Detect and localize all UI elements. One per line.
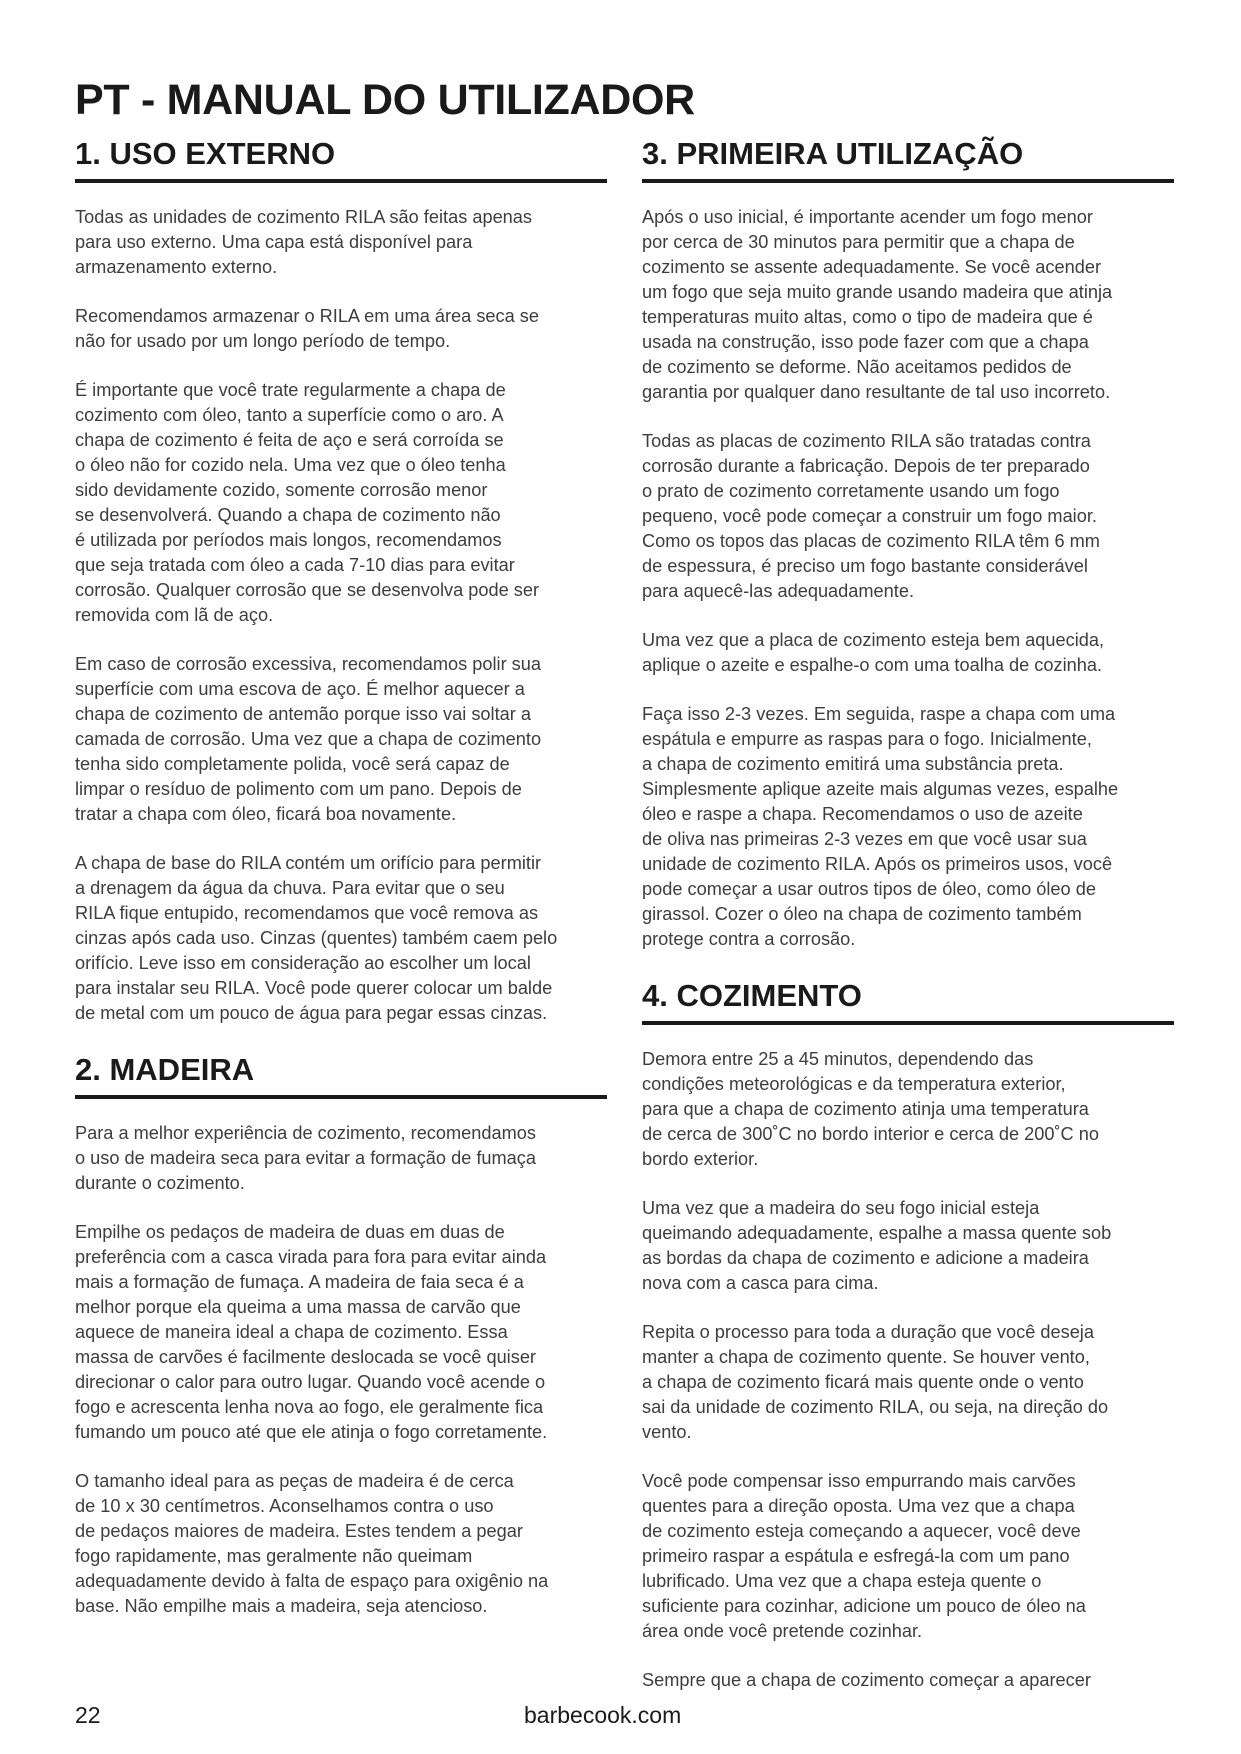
paragraph: Faça isso 2-3 vezes. Em seguida, raspe a chapa com uma espátula e empurre as raspas para o fogo. Inicialmente, a chapa de cozimento emitirá uma substância preta. Simplesmente aplique azeite mais algumas vezes, espalhe óleo e raspe a chapa. Recomendamos o uso de azeite de oliva nas primeiras 2-3 vezes em que você usar sua unidade de cozimento RILA. Após os primeiros usos, você pode começar a usar outros tipos de óleo, como óleo de girassol. Cozer o óleo na chapa de cozimento também protege contra a corrosão. xyxy=(642,704,1119,949)
paragraph: Demora entre 25 a 45 minutos, dependendo das condições meteorológicas e da temperatura exterior, para que a chapa de cozimento atinja uma temperatura de cerca de 300˚C no bordo interior e cerca de 200˚C no bordo exterior. xyxy=(642,1049,1099,1169)
paragraph: A chapa de base do RILA contém um orifício para permitir a drenagem da água da chuva. Para evitar que o seu RILA fique entupido, recomendamos que você remova as cinzas após cada uso. Cinzas (quentes) também caem pelo orifício. Leve isso em consideração ao escolher um local para instalar seu RILA. Você pode querer colocar um balde de metal com um pouco de água para pegar essas cinzas. xyxy=(75,853,558,1023)
paragraph: Empilhe os pedaços de madeira de duas em duas de preferência com a casca virada para fora para evitar ainda mais a formação de fumaça. A madeira de faia seca é a melhor porque ela queima a uma massa de carvão que aquece de maneira ideal a chapa de cozimento. Essa massa de carvões é facilmente deslocada se você quiser direcionar o calor para outro lugar. Quando você acende o fogo e acrescenta lenha nova ao fogo, ele geralmente fica fumando um pouco até que ele atinja o fogo corretamente. xyxy=(75,1222,548,1442)
section-heading-primeira-utilizacao: 3. PRIMEIRA UTILIZAÇÃO xyxy=(642,134,1174,183)
section-uso-externo xyxy=(75,134,607,1026)
section-primeira-utilizacao xyxy=(642,134,1174,952)
page-number: 22 xyxy=(75,1702,101,1728)
section-cozimento xyxy=(642,976,1174,1693)
page-title: PT - MANUAL DO UTILIZADOR xyxy=(75,76,695,124)
section-heading-cozimento: 4. COZIMENTO xyxy=(642,976,1174,1025)
paragraph: Recomendamos armazenar o RILA em uma área seca se não for usado por um longo período de tempo. xyxy=(75,306,540,351)
paragraph: Sempre que a chapa de cozimento começar a aparecer xyxy=(642,1670,1091,1690)
paragraph: O tamanho ideal para as peças de madeira é de cerca de 10 x 30 centímetros. Aconselhamos contra o uso de pedaços maiores de madeira. Estes tendem a pegar fogo rapidamente, mas geralmente não queimam adequadamente devido à falta de espaço para oxigênio na base. Não empilhe mais a madeira, seja atencioso. xyxy=(75,1471,549,1616)
paragraph: Você pode compensar isso empurrando mais carvões quentes para a direção oposta. Uma vez que a chapa de cozimento esteja começando a aquecer, você deve primeiro raspar a espátula e esfregá-la com um pano lubrificado. Uma vez que a chapa esteja quente o suficiente para cozinhar, adicione um pouco de óleo na área onde você pretende cozinhar. xyxy=(642,1471,1086,1641)
paragraph: Todas as placas de cozimento RILA são tratadas contra corrosão durante a fabricação. Depois de ter preparado o prato de cozimento corretamente usando um fogo pequeno, você pode começar a construir um fogo maior. Como os topos das placas de cozimento RILA têm 6 mm de espessura, é preciso um fogo bastante considerável para aquecê-las adequadamente. xyxy=(642,431,1100,601)
paragraph: É importante que você trate regularmente a chapa de cozimento com óleo, tanto a superfície como o aro. A chapa de cozimento é feita de aço e será corroída se o óleo não for cozido nela. Uma vez que o óleo tenha sido devidamente cozido, somente corrosão menor se desenvolverá. Quando a chapa de cozimento não é utilizada por períodos mais longos, recomendamos que seja tratada com óleo a cada 7-10 dias para evitar corrosão. Qualquer corrosão que se desenvolva pode ser removida com lã de aço. xyxy=(75,380,540,625)
left-column xyxy=(75,134,607,1643)
paragraph: Uma vez que a placa de cozimento esteja bem aquecida, aplique o azeite e espalhe-o com uma toalha de cozinha. xyxy=(642,630,1105,675)
right-column xyxy=(642,134,1174,1717)
website-link[interactable]: barbecook.com xyxy=(524,1702,682,1728)
paragraph: Para a melhor experiência de cozimento, recomendamos o uso de madeira seca para evitar a formação de fumaça durante o cozimento. xyxy=(75,1123,537,1193)
section-madeira xyxy=(75,1050,607,1619)
paragraph: Em caso de corrosão excessiva, recomendamos polir sua superfície com uma escova de aço. É melhor aquecer a chapa de cozimento de antemão porque isso vai soltar a camada de corrosão. Uma vez que a chapa de cozimento tenha sido completamente polida, você será capaz de limpar o resíduo de polimento com um pano. Depois de tratar a chapa com óleo, ficará boa novamente. xyxy=(75,654,542,824)
paragraph: Uma vez que a madeira do seu fogo inicial esteja queimando adequadamente, espalhe a massa quente sob as bordas da chapa de cozimento e adicione a madeira nova com a casca para cima. xyxy=(642,1198,1112,1293)
section-heading-uso-externo: 1. USO EXTERNO xyxy=(75,134,607,183)
paragraph: Após o uso inicial, é importante acender um fogo menor por cerca de 30 minutos para permitir que a chapa de cozimento se assente adequadamente. Se você acender um fogo que seja muito grande usando madeira que atinja temperaturas muito altas, como o tipo de madeira que é usada na construção, isso pode fazer com que a chapa de cozimento se deforme. Não aceitamos pedidos de garantia por qualquer dano resultante de tal uso incorreto. xyxy=(642,207,1113,402)
paragraph: Todas as unidades de cozimento RILA são feitas apenas para uso externo. Uma capa está disponível para armazenamento externo. xyxy=(75,207,533,277)
paragraph: Repita o processo para toda a duração que você deseja manter a chapa de cozimento quente. Se houver vento, a chapa de cozimento ficará mais quente onde o vento sai da unidade de cozimento RILA, ou seja, na direção do vento. xyxy=(642,1322,1109,1442)
section-heading-madeira: 2. MADEIRA xyxy=(75,1050,607,1099)
